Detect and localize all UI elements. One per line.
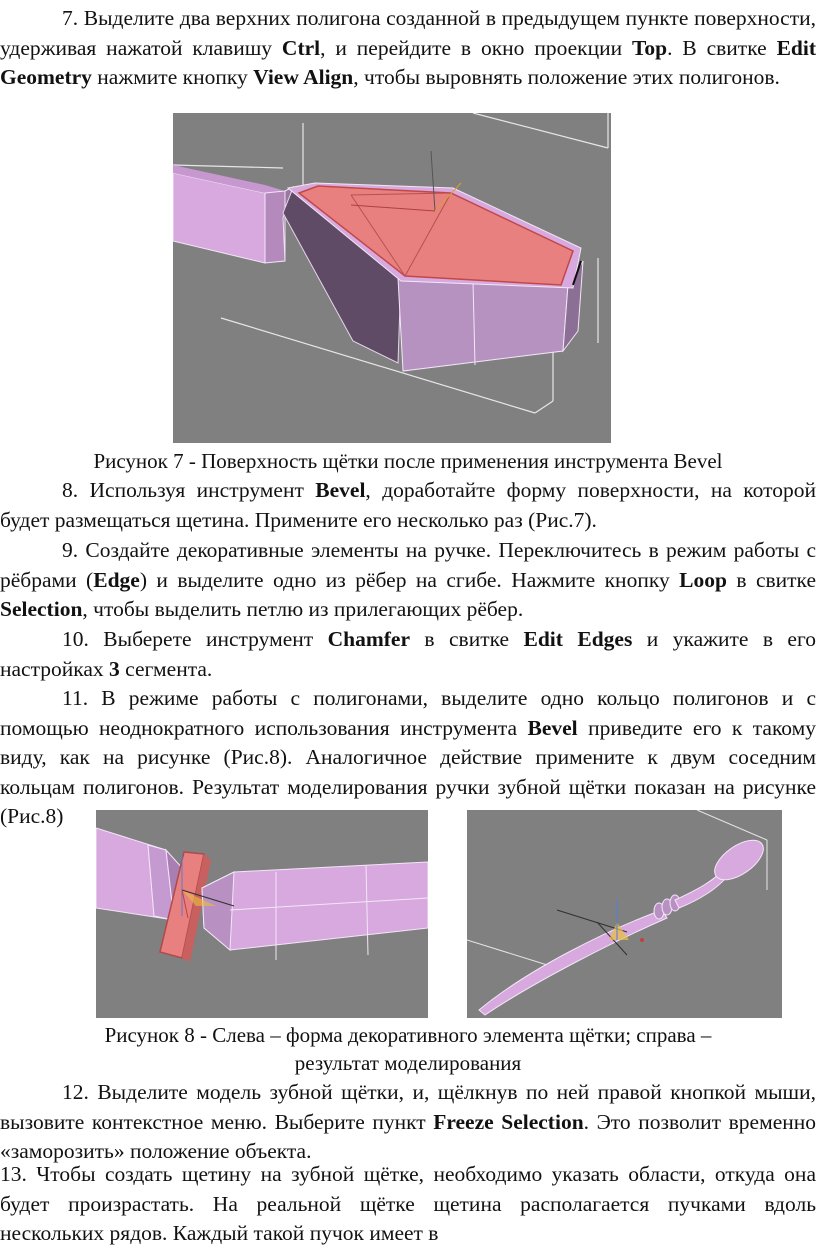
step-12-menu-item: Freeze Selection (433, 1109, 584, 1134)
step-7-text-1: 7. Выделите два верхних полигона созданной в предыдущем пункте поверхности, удерживая нажатой клавишу (0, 6, 816, 60)
step-7-text-3: . В свитке (667, 35, 777, 60)
step-12-text-2: . Это позволит временно «заморозить» положение объекта. (0, 1109, 816, 1164)
step-12-paragraph (0, 1078, 816, 1167)
step-10-text-3: и укажите в его настройках (0, 627, 816, 681)
figure-8-left-image (96, 810, 428, 1018)
step-7-button: View Align (253, 65, 354, 90)
decorative-ring-render (96, 810, 428, 1018)
step-7-rollout: Edit Geometry (0, 35, 816, 90)
step-9-button: Loop (679, 567, 727, 592)
bevel-surface-render (173, 113, 611, 443)
step-8-text-1: 8. Используя инструмент (62, 478, 316, 502)
step-9-text-2: ) и выделите одно из рёбер на сгибе. Нажмите кнопку (139, 567, 680, 592)
step-10-text-4: сегмента. (119, 656, 213, 681)
step-7-key: Ctrl (281, 35, 321, 60)
figure-8-right-image (467, 810, 782, 1018)
step-10-text-2: в свитке (409, 627, 524, 651)
step-8-paragraph (0, 476, 816, 535)
step-9-text-3: в свитке (726, 567, 816, 592)
step-7-view: Top (632, 35, 668, 60)
figure-7-image (173, 113, 611, 443)
step-9-text-4: , чтобы выделить петлю из прилегающих рёбер. (82, 597, 524, 622)
step-11-tool: Bevel (527, 715, 578, 740)
step-9-text-1: 9. Создайте декоративные элементы на ручке. Переключитесь в режим работы с рёбрами ( (0, 538, 816, 592)
step-8-text-2: , доработайте форму поверхности, на которой будет размещаться щетина. Примените его несколько раз (Рис.7). (0, 478, 816, 532)
step-9-mode: Edge (93, 567, 140, 592)
toothbrush-result-render (467, 810, 782, 1018)
step-9-paragraph (0, 536, 816, 625)
step-7-text-5: , чтобы выровнять положение этих полигонов. (353, 65, 780, 90)
step-7-text-4: нажмите кнопку (91, 65, 254, 90)
step-10-rollout: Edit Edges (523, 627, 633, 651)
figure-8-caption-line-1: Рисунок 8 - Слева – форма декоративного элемента щётки; справа – (104, 1023, 712, 1047)
step-11-text-1: 11. В режиме работы с полигонами, выделите одно кольцо полигонов и с помощью неоднократного использования инструмента (0, 686, 816, 740)
step-13-paragraph: 13. Чтобы создать щетину на зубной щётке, необходимо указать области, откуда она будет произрастать. На реальной щётке щетина располагается пучками вдоль нескольких рядов. Каждый такой пучок имеет в (0, 1162, 816, 1246)
step-10-paragraph (0, 625, 816, 684)
step-10-segments: 3 (109, 656, 120, 681)
step-11-text-2: приведите его к такому виду, как на рисунке (Рис.8). Аналогичное действие примените к двум соседним кольцам полигонов. Результат моделирования ручки зубной щётки показан на рисунке (Рис.8) (0, 715, 816, 829)
step-12-text-1: 12. Выделите модель зубной щётки, и, щёлкнув по ней правой кнопкой мыши, вызовите контекстное меню. Выберите пункт (0, 1080, 816, 1134)
figure-8-caption-line-2: результат моделирования (294, 1051, 522, 1075)
step-8-tool: Bevel (315, 478, 366, 502)
figure-7-caption: Рисунок 7 - Поверхность щётки после применения инструмента Bevel (93, 449, 723, 473)
step-7-paragraph (0, 4, 816, 93)
step-9-rollout: Selection (0, 597, 83, 622)
step-7-text-2: , и перейдите в окно проекции (320, 35, 633, 60)
step-10-tool: Chamfer (327, 627, 410, 651)
step-10-text-1: 10. Выберете инструмент (62, 627, 328, 651)
